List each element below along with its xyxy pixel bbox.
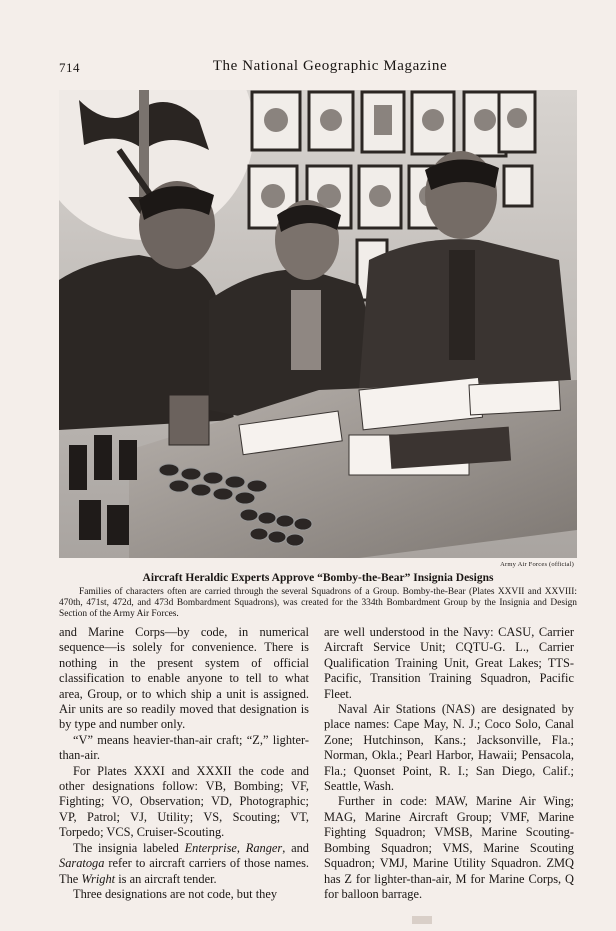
page-edge-mark <box>412 916 432 924</box>
caption-body: Families of characters often are carried through the several Squadrons of a Group. Bomby-the-Bear (Plates XXVII and XXVIII: 470th, 471st, 472d, and 473d Bombardment Squadrons), was created for the 334th Bombardment Group by the Insignia and Design Section of the Army Air Forces. <box>59 587 577 619</box>
photograph <box>59 90 577 558</box>
ship-name: Saratoga <box>59 856 105 871</box>
paragraph: Further in code: MAW, Marine Air Wing; MAG, Marine Aircraft Group; VMF, Marine Fighting Squadron; VMSB, Marine Scouting-Bombing Squadron; VMS, Marine Scouting Squadron; VMJ, Marine Utility Squadron. ZMQ has Z for lighter-than-air, M for Marine Corps, Q for balloon barrage. <box>324 794 574 901</box>
paragraph: and Marine Corps—by code, in numerical sequence—is solely for convenience. There is nothing in the present system of official classification to enable anyone to tell to what area, Group, or to which ship a unit is assigned. Air units are so readily moved that designation is by type and number only. <box>59 625 309 732</box>
running-title: The National Geographic Magazine <box>212 58 448 74</box>
photograph-illustration <box>59 90 577 558</box>
ship-name: Enterprise <box>184 840 237 855</box>
page-number: 714 <box>59 60 80 75</box>
paragraph: For Plates XXXI and XXXII the code and other designations follow: VB, Bombing; VF, Fighting; VO, Observation; VD, Photographic; VP, Patrol; VJ, Utility; VS, Scouting; VT, Torpedo; VCS, Cruiser-Scouting. <box>59 763 309 840</box>
left-column <box>59 625 309 902</box>
paragraph: Naval Air Stations (NAS) are designated by place names: Cape May, N. J.; Coco Solo, Canal Zone; Hutchinson, Kans.; Jacksonville, Fla.; Norman, Okla.; Pearl Harbor, Hawaii; Pensacola, Fla.; Quonset Point, R. I.; San Diego, Calif.; Seattle, Wash. <box>324 702 574 794</box>
ship-name: Wright <box>81 871 116 886</box>
paragraph: The insignia labeled Enterprise, Ranger, and Saratoga refer to aircraft carriers of those names. The Wright is an aircraft tender. <box>59 840 310 886</box>
paragraph: are well understood in the Navy: CASU, Carrier Aircraft Service Unit; CQTU-G. L., Carrier Qualification Training Unit, Great Lakes; TTS-Pacific, Transition Training Squadron, Pacific Fleet. <box>324 625 574 701</box>
photo-credit: Army Air Forces (official) <box>500 561 574 568</box>
paragraph: Three designations are not code, but they <box>73 886 278 901</box>
ship-name: Ranger <box>245 840 283 855</box>
paragraph: “V” means heavier-than-air craft; “Z,” lighter-than-air. <box>59 732 309 763</box>
caption-title: Aircraft Heraldic Experts Approve “Bomby-the-Bear” Insignia Designs <box>142 572 494 584</box>
right-column <box>324 625 574 902</box>
